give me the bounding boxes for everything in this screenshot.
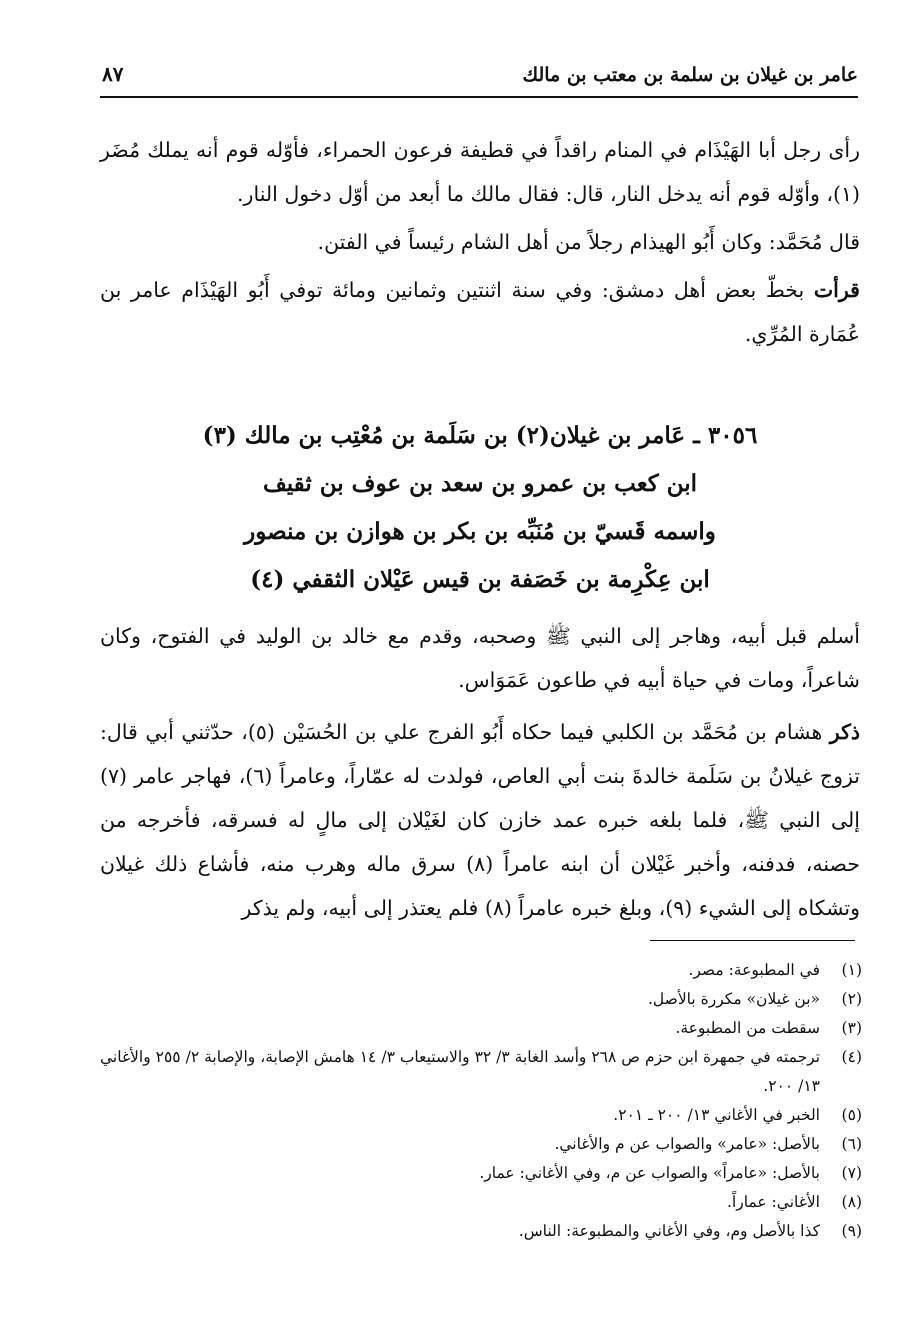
footnote [100, 1217, 862, 1246]
footnote [100, 1130, 862, 1159]
lead-word: قرأت [813, 278, 860, 302]
footnote-number: (٦) [841, 1135, 862, 1153]
paragraph-hisham [100, 710, 860, 930]
heading-line-2: ابن كعب بن عمرو بن سعد بن عوف بن ثقيف [262, 470, 698, 497]
paragraph-text: هشام بن مُحَمَّد بن الكلبي فيما حكاه أَبُو الفرج علي بن الحُسَيْن (٥)، حدّثني أبي قال: تزوج غيلانُ بن سَلَمة خالدةَ بنت أبي العاص، فولدت له عمّاراً، وعامراً (٦)، فهاجر عامر (٧) إلى النبي ﷺ، فلما بلغه خبره عمد خازن كان لغَيْلان إلى مالٍ له فسرقه، فأخرجه من حصنه، فدفنه، وأخبر غَيْلان أن ابنه عامراً (٨) سرق ماله وهرب منه، فأشاع ذلك غيلان وتشكاه إلى الشيء (٩)، وبلغ خبره عامراً (٨) فلم يعتذر إلى أبيه، ولم يذكر [100, 720, 861, 920]
footnote [100, 1043, 862, 1101]
entry-heading [180, 412, 780, 604]
footnote-number: (٤) [841, 1048, 862, 1066]
paragraph-qaraat [100, 268, 860, 356]
footnote [100, 956, 862, 985]
heading-line-4: ابن عِكْرِمة بن خَصَفة بن قيس عَيْلان الثقفي (٤) [250, 566, 710, 593]
footnote-text: الأغاني: عماراً. [726, 1193, 820, 1211]
footnote-rule [650, 940, 855, 941]
intro-section [100, 128, 860, 356]
heading-line-3: واسمه قَسيّ بن مُنَبِّه بن بكر بن هوازن بن منصور [244, 518, 716, 545]
paragraph-muhammad: قال مُحَمَّد: وكان أَبُو الهيذام رجلاً من أهل الشام رئيساً في الفتن. [317, 230, 860, 254]
footnote [100, 1014, 862, 1043]
entry-body [100, 614, 860, 930]
footnote-text: «بن غيلان» مكررة بالأصل. [648, 990, 820, 1008]
footnote-number: (٧) [841, 1164, 862, 1182]
header-rule [100, 96, 858, 98]
paragraph-biography: أسلم قبل أبيه، وهاجر إلى النبي ﷺ وصحبه، وقدم مع خالد بن الوليد في الفتوح، وكان شاعراً، ومات في حياة أبيه في طاعون عَمَوَاس. [100, 624, 860, 692]
heading-line-1: ٣٠٥٦ ـ عَامر بن غيلان(٢) بن سَلَمة بن مُعْتِب بن مالك (٣) [202, 422, 758, 449]
page-header [100, 58, 858, 96]
footnote [100, 985, 862, 1014]
footnote [100, 1101, 862, 1130]
footnote-number: (٩) [841, 1222, 862, 1240]
footnote-number: (٣) [841, 1019, 862, 1037]
footnotes [100, 956, 862, 1246]
footnote-number: (٥) [841, 1106, 862, 1124]
footnote-text: الخبر في الأغاني ١٣/ ٢٠٠ ـ ٢٠١. [613, 1106, 820, 1124]
paragraph-dream: رأى رجل أبا الهَيْذَام في المنام راقداً في قطيفة فرعون الحمراء، فأوّله قوم أنه يملك مُضَر (١)، وأوّله قوم أنه يدخل النار، قال: فقال مالك ما أبعد من أوّل دخول النار. [100, 138, 860, 206]
footnote [100, 1159, 862, 1188]
footnote-number: (١) [841, 961, 862, 979]
footnote-number: (٨) [841, 1193, 862, 1211]
footnote-number: (٢) [841, 990, 862, 1008]
page-number: ٨٧ [102, 62, 124, 86]
footnote-text: بالأصل: «عامر» والصواب عن م والأغاني. [554, 1135, 820, 1153]
footnote-text: سقطت من المطبوعة. [675, 1019, 820, 1037]
running-title: عامر بن غيلان بن سلمة بن معتب بن مالك [522, 64, 858, 86]
footnote-text: ترجمته في جمهرة ابن حزم ص ٢٦٨ وأسد الغابة ٣/ ٣٢ والاستيعاب ٣/ ١٤ هامش الإصابة، والإصابة ٢/ ٢٥٥ والأغاني ١٣/ ٢٠٠. [100, 1048, 821, 1095]
footnote-text: في المطبوعة: مصر. [688, 961, 820, 979]
paragraph-text: بخطّ بعض أهل دمشق: وفي سنة اثنتين وثمانين ومائة توفي أَبُو الهَيْذَام عامر بن عُمَارة المُرِّي. [100, 278, 860, 346]
footnote-text: بالأصل: «عامراً» والصواب عن م، وفي الأغاني: عمار. [479, 1164, 820, 1182]
footnote [100, 1188, 862, 1217]
lead-word: ذكر [829, 720, 860, 744]
footnote-text: كذا بالأصل وم، وفي الأغاني والمطبوعة: الناس. [518, 1222, 820, 1240]
